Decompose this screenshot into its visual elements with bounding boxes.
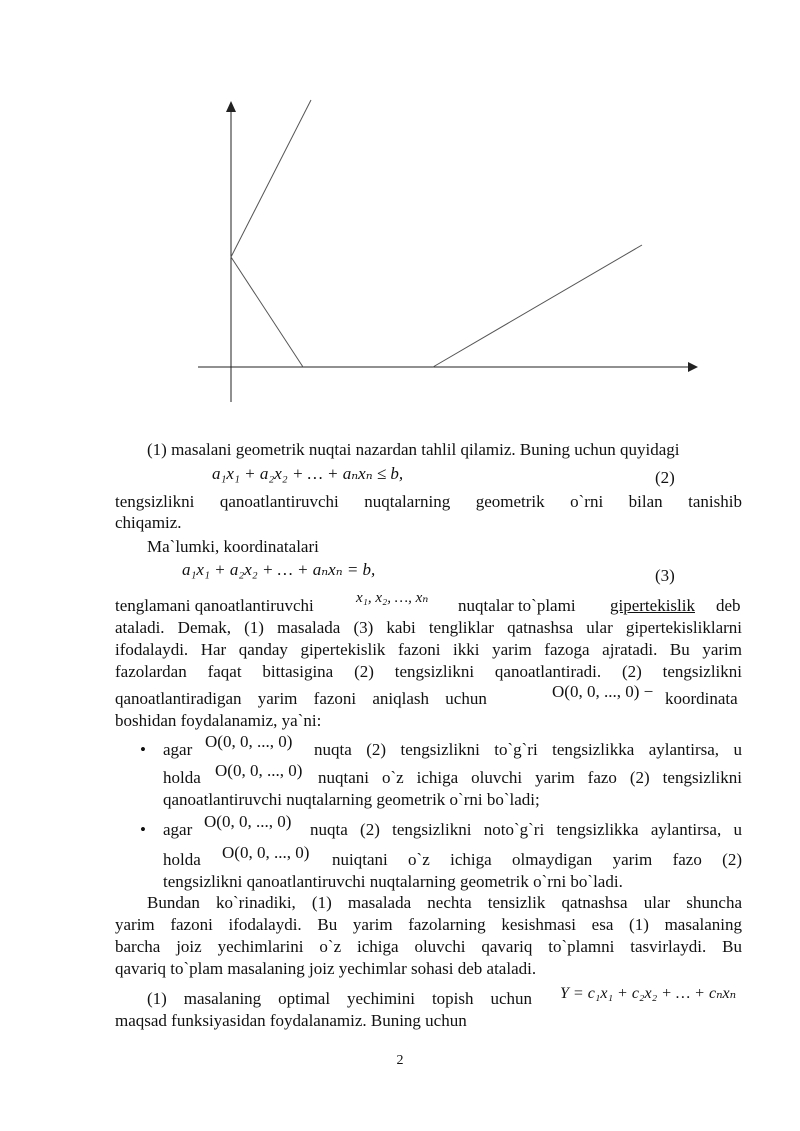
- paragraph-2-line-6: boshidan foydalanamiz, ya`ni:: [115, 711, 322, 730]
- paragraph-2-line-1-a: tenglamani qanoatlantiruvchi: [115, 596, 314, 615]
- bullet-2-line-1-b: nuqta (2) tengsizlikni noto`g`ri tengsizlikka aylantirsa, u: [310, 820, 742, 839]
- paragraph-4-line-1: (1) masalaning optimal yechimini topish uchun: [147, 989, 532, 1008]
- paragraph-2-line-1-b: nuqtalar to`plami: [458, 596, 576, 615]
- bullet-1-line-2-b: nuqtani o`z ichiga oluvchi yarim fazo (2) tengsizlikni: [318, 768, 742, 787]
- origin-point-formula: O(0, 0, ..., 0) −: [552, 682, 654, 701]
- paragraph-2-line-4: fazolardan faqat bittasigina (2) tengsizlikni qanoatlantiradi. (2) tengsizlikni: [115, 662, 742, 681]
- paragraph-2-line-5-a: qanoatlantiradigan yarim fazoni aniqlash uchun: [115, 689, 487, 708]
- line-segment-lower: [231, 257, 303, 367]
- equation-label-3: (3): [655, 566, 675, 585]
- paragraph-4-line-2: maqsad funksiyasidan foydalanamiz. Buning uchun: [115, 1011, 467, 1030]
- bullet-1-origin-2: O(0, 0, ..., 0): [215, 761, 303, 780]
- equation-formula: a₁x₁ + a₂x₂ + … + aₙxₙ = b,: [182, 560, 376, 579]
- bullet-1-line-1-b: nuqta (2) tengsizlikni to`g`ri tengsizlikka aylantirsa, u: [314, 740, 742, 759]
- bullet-2-line-1-a: agar: [163, 820, 193, 839]
- paragraph-2-intro: Ma`lumki, koordinatalari: [147, 537, 319, 556]
- bullet-1-line-2-a: holda: [163, 768, 201, 787]
- variables-formula: x₁, x₂, …, xₙ: [356, 590, 429, 606]
- bullet-2-origin-1: O(0, 0, ..., 0): [204, 812, 292, 831]
- paragraph-1-line-3: chiqamiz.: [115, 513, 182, 532]
- paragraph-2-line-5-b: koordinata: [665, 689, 738, 708]
- line-segment-upper: [231, 100, 311, 257]
- bullet-2-origin-2: O(0, 0, ..., 0): [222, 843, 310, 862]
- paragraph-2-line-1-c: deb: [716, 596, 741, 615]
- bullet-1-origin-1: O(0, 0, ..., 0): [205, 732, 293, 751]
- paragraph-2-line-2: ataladi. Demak, (1) masalada (3) kabi tengliklar qatnashsa ular gipertekisliklarni: [115, 618, 742, 637]
- half-plane-figure: [190, 95, 710, 415]
- paragraph-3-line-3: barcha joiz yechimlarini o`z ichiga oluvchi qavariq to`plamni tasvirlaydi. Bu: [115, 937, 742, 956]
- bullet-marker-2: •: [140, 820, 146, 839]
- inequality-formula: a₁x₁ + a₂x₂ + … + aₙxₙ ≤ b,: [212, 464, 404, 483]
- paragraph-1-intro: (1) masalani geometrik nuqtai nazardan tahlil qilamiz. Buning uchun quyidagi: [147, 440, 680, 459]
- y-axis-arrow-icon: [226, 101, 236, 112]
- bullet-2-line-3: tengsizlikni qanoatlantiruvchi nuqtalarning geometrik o`rni bo`ladi.: [163, 872, 623, 891]
- x-axis-arrow-icon: [688, 362, 698, 372]
- paragraph-1-line-2: tengsizlikni qanoatlantiruvchi nuqtalarning geometrik o`rni bilan tanishib: [115, 492, 742, 511]
- equation-label-2: (2): [655, 468, 675, 487]
- term-gipertekislik: gipertekislik: [610, 596, 695, 615]
- paragraph-3-line-2: yarim fazoni ifodalaydi. Bu yarim fazolarning kesishmasi esa (1) masalaning: [115, 915, 742, 934]
- paragraph-3-line-1: Bundan ko`rinadiki, (1) masalada nechta tensizlik qatnashsa ular shuncha: [147, 893, 742, 912]
- bullet-1-line-3: qanoatlantiruvchi nuqtalarning geometrik o`rni bo`ladi;: [163, 790, 540, 809]
- paragraph-2-line-3: ifodalaydi. Har qanday gipertekislik fazoni ikki yarim fazoga ajratadi. Bu yarim: [115, 640, 742, 659]
- objective-function-formula: Y = c₁x₁ + c₂x₂ + … + cₙxₙ: [560, 985, 737, 1002]
- line-segment-right: [433, 245, 642, 367]
- bullet-1-line-1-a: agar: [163, 740, 193, 759]
- bullet-marker-1: •: [140, 740, 146, 759]
- page-number: 2: [396, 1053, 404, 1068]
- bullet-2-line-2-a: holda: [163, 850, 201, 869]
- bullet-2-line-2-b: nuiqtani o`z ichiga olmaydigan yarim fazo (2): [332, 850, 742, 869]
- paragraph-3-line-4: qavariq to`plam masalaning joiz yechimlar sohasi deb ataladi.: [115, 959, 537, 978]
